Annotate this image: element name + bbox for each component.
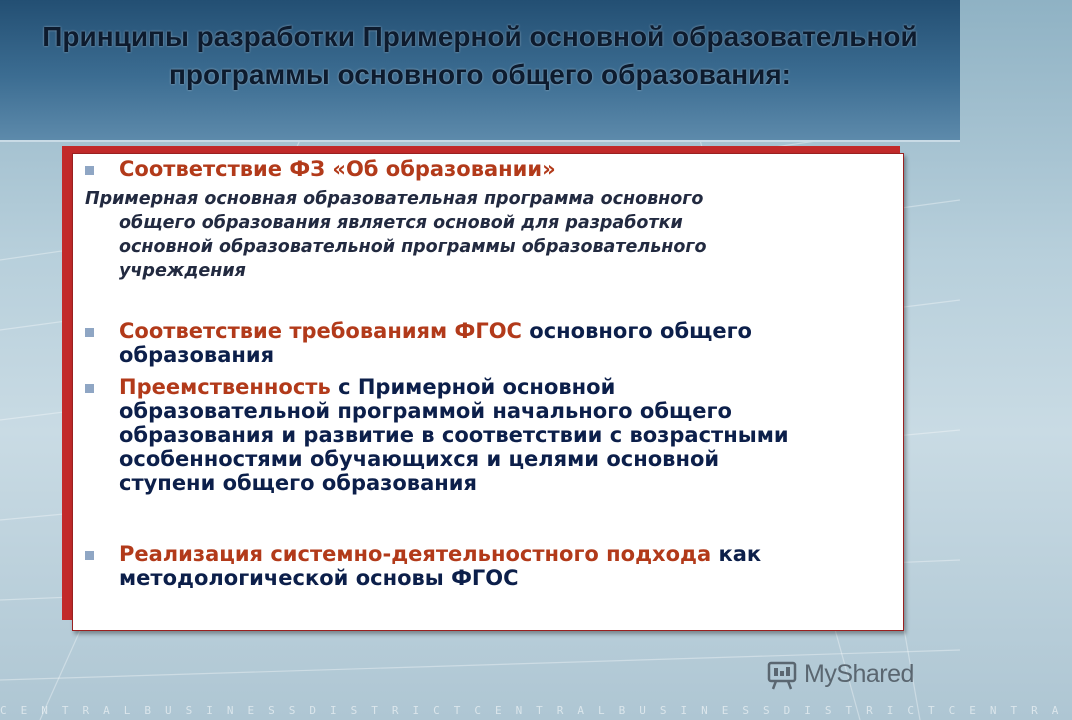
principle-2: Соответствие требованиям ФГОС основного общего образования [119, 319, 752, 367]
principle-4: Реализация системно-деятельностного подхода как методологической основы ФГОС [119, 542, 762, 590]
principle-description-1: Примерная основная образовательная программа основного общего образования является основой для разработки основной образовательной программы образовательного учреждения [85, 189, 707, 281]
bullet-square-icon [85, 166, 94, 175]
title-bar [0, 0, 960, 142]
bullet-square-icon [85, 328, 94, 337]
slide-title: Принципы разработки Примерной основной образовательной программы основного общего образования: [42, 21, 918, 90]
principle-heading-1: Соответствие ФЗ «Об образовании» [119, 157, 556, 181]
background-ticker-text: CENTRALBUSINESSDISTRICTCENTRALBUSINESSDISTRICTCENTRA [0, 704, 1072, 717]
content-panel [72, 153, 904, 631]
bullet-square-icon [85, 551, 94, 560]
principle-3: Преемственность с Примерной основной образовательной программой начального общего образования и развитие в соответствии с возрастными особенностями обучающихся и целями основной ступени общего образования [119, 375, 789, 495]
presentation-board-icon [766, 659, 798, 691]
myshared-watermark: MyShared [766, 656, 936, 696]
bullet-square-icon [85, 384, 94, 393]
